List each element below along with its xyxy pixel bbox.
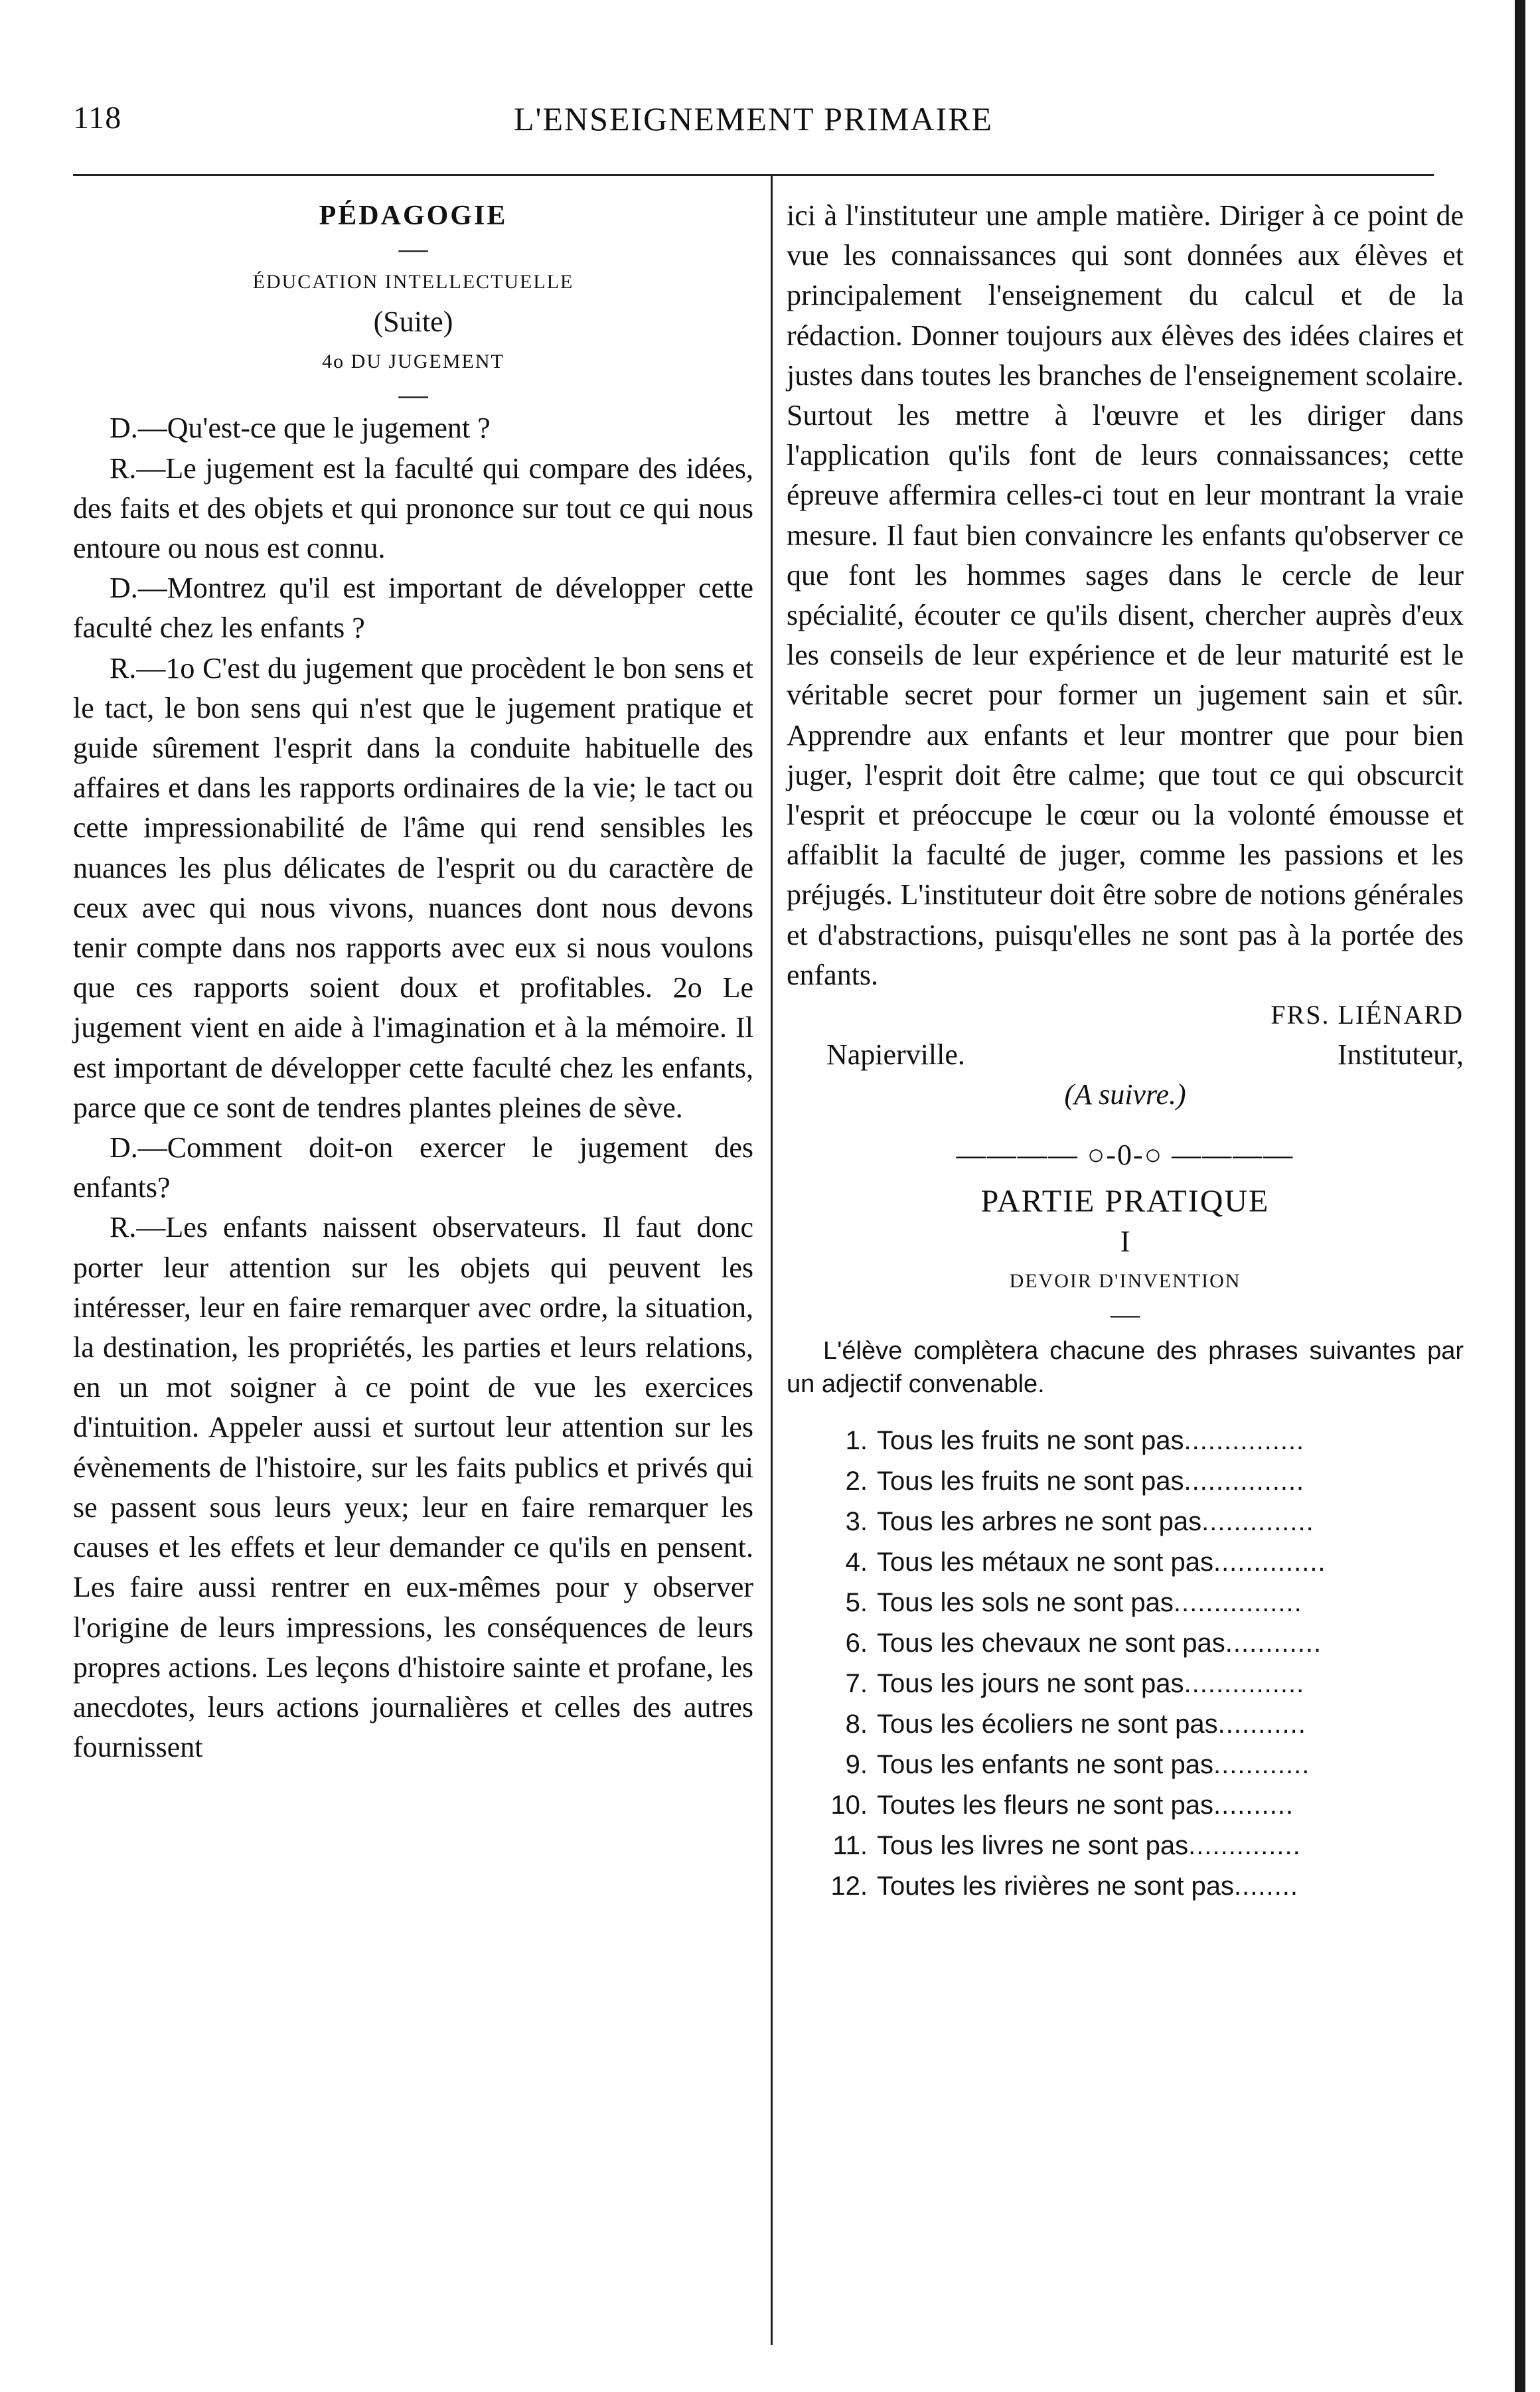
- item-number: 5.: [845, 1588, 868, 1618]
- item-number: 11.: [832, 1831, 868, 1861]
- author-signature: FRS. LIÉNARD: [1270, 1000, 1464, 1030]
- item-number: 7.: [845, 1669, 868, 1699]
- item-dots: ............: [1213, 1750, 1310, 1780]
- list-item: [787, 1664, 1464, 1704]
- item-dots: ..............: [1188, 1831, 1301, 1861]
- exercise-instructions: L'élève complètera chacune des phrases suivantes par un adjectif convenable.: [787, 1337, 1464, 1399]
- place-name: Napierville.: [826, 1038, 965, 1072]
- running-title: L'ENSEIGNEMENT PRIMAIRE: [513, 100, 994, 137]
- list-item: [787, 1623, 1464, 1664]
- item-number: 3.: [845, 1507, 868, 1537]
- item-dots: ........: [1234, 1872, 1298, 1901]
- running-header: [73, 100, 1434, 139]
- paragraph: D.—Comment doit-on exercer le jugement des enfants?: [73, 1131, 753, 1204]
- column-divider: [771, 174, 773, 2345]
- to-be-continued: (A suivre.): [1064, 1078, 1186, 1111]
- list-item: [787, 1542, 1464, 1583]
- item-text: Tous les métaux ne sont pas: [877, 1548, 1213, 1577]
- item-number: 2.: [845, 1467, 868, 1496]
- item-text: Tous les enfants ne sont pas: [877, 1750, 1213, 1780]
- item-number: 6.: [845, 1629, 868, 1658]
- paragraph-continuation: ici à l'instituteur une ample matière. Diriger à ce point de vue les connaissances qui sont données aux élèves et principalement l'enseignement du calcul et de la rédaction. Donner toujours aux élèves des idées claires et justes dans toutes les branches de l'enseignement scolaire. Surtout les mettre à l'œuvre et les diriger dans l'application qu'ils font de leurs connaissances; cette épreuve affermira celles-ci tout en leur montrant la vraie mesure. Il faut bien convaincre les enfants qu'observer ce que font les hommes sages dans le cercle de leur spécialité, écouter ce qu'ils disent, chercher auprès d'eux les conseils de leur expérience et de leur maturité est le véritable secret pour former un jugement sain et sûr. Apprendre aux enfants et leur montrer que pour bien juger, l'esprit doit être calme; que tout ce qui obscurcit l'esprit et préoccupe le cœur ou la volonté émousse et affaiblit la faculté de juger, comme les passions et les préjugés. L'instituteur doit être sobre de notions générales et d'abstractions, puisqu'elles ne sont pas à la portée des enfants.: [787, 199, 1464, 991]
- item-number: 10.: [830, 1791, 868, 1820]
- item-text: Tous les sols ne sont pas: [877, 1588, 1174, 1618]
- list-item: [787, 1785, 1464, 1826]
- item-text: Tous les arbres ne sont pas: [877, 1507, 1202, 1537]
- item-text: Tous les écoliers ne sont pas: [877, 1710, 1218, 1739]
- list-item: [787, 1583, 1464, 1623]
- part-title: PARTIE PRATIQUE: [980, 1183, 1270, 1219]
- item-dots: ...............: [1184, 1426, 1305, 1456]
- page-edge-shadow: [1515, 0, 1525, 2392]
- paragraph: D.—Qu'est-ce que le jugement ?: [110, 412, 491, 445]
- item-dots: ...............: [1184, 1467, 1305, 1496]
- header-rule: [73, 174, 1434, 176]
- item-dots: ..........: [1213, 1791, 1294, 1820]
- paragraph: R.—Les enfants naissent observateurs. Il faut donc porter leur attention sur les objets qui peuvent les intéresser, leur en faire remarquer avec ordre, la situation, la destination, les propriétés, les parties et leurs relations, en un mot soigner à ce point de vue les exercices d'intuition. Appeler aussi et surtout leur attention sur les évènements de l'histoire, sur les faits publics et privés qui se passent sous leurs yeux; leur en faire remarquer les causes et les effets et leur demander ce qu'ils en pensent. Les faire aussi rentrer en eux-mêmes pour y observer l'origine de leurs impressions, les conséquences de leurs propres actions. Les leçons d'histoire sainte et profane, les anecdotes, leurs actions journalières et celles des autres fournissent: [73, 1211, 753, 1764]
- item-dots: ..............: [1201, 1507, 1314, 1537]
- item-number: 1.: [845, 1426, 868, 1456]
- item-text: Tous les fruits ne sont pas: [877, 1467, 1184, 1496]
- paragraph: D.—Montrez qu'il est important de développer cette faculté chez les enfants ?: [73, 572, 753, 645]
- subsection-title: ÉDUCATION INTELLECTUELLE: [252, 271, 574, 293]
- paragraph: R.—Le jugement est la faculté qui compare des idées, des faits et des objets et qui prononce sur tout ce qui nous entoure ou nous est connu.: [73, 451, 753, 565]
- page-number: 118: [73, 100, 122, 135]
- item-text: Tous les livres ne sont pas: [877, 1831, 1189, 1861]
- item-number: 4.: [845, 1548, 868, 1577]
- separator-dash: —: [1111, 1298, 1140, 1331]
- item-number: 12.: [830, 1872, 868, 1901]
- item-dots: ..............: [1213, 1548, 1326, 1577]
- list-item: [787, 1461, 1464, 1502]
- item-dots: ............: [1225, 1629, 1322, 1658]
- list-item: [787, 1745, 1464, 1785]
- item-number: 8.: [845, 1710, 868, 1739]
- paragraph: R.—1o C'est du jugement que procèdent le bon sens et le tact, le bon sens qui n'est que le jugement pratique et guide sûrement l'esprit dans la conduite habituelle des affaires et dans les rapports ordinaires de la vie; le tact ou cette impressionabilité de l'âme qui rend sensibles les nuances les plus délicates de l'esprit ou du caractère de ceux avec qui nous vivons, nuances dont nous devons tenir compte dans nos rapports avec eux si nous voulons que ces rapports soient doux et profitables. 2o Le jugement vient en aide à l'imagination et à la mémoire. Il est important de développer cette faculté chez les enfants, parce que ce sont de tendres plantes pleines de sève.: [73, 651, 753, 1124]
- item-text: Toutes les rivières ne sont pas: [877, 1872, 1235, 1901]
- author-role: Instituteur,: [1337, 1038, 1464, 1072]
- signature-row: [787, 1035, 1464, 1075]
- separator-dash: —: [398, 232, 428, 266]
- left-column: [73, 196, 753, 1767]
- item-dots: ...........: [1217, 1710, 1306, 1739]
- list-item: [787, 1826, 1464, 1866]
- item-text: Tous les chevaux ne sont pas: [877, 1629, 1225, 1658]
- separator-dash: —: [398, 378, 428, 412]
- item-text: Toutes les fleurs ne sont pas: [877, 1791, 1213, 1820]
- exercise-title: DEVOIR D'INVENTION: [1009, 1270, 1241, 1293]
- item-dots: ................: [1173, 1588, 1302, 1618]
- list-item: [787, 1704, 1464, 1745]
- list-item: [787, 1421, 1464, 1461]
- suite-label: (Suite): [373, 305, 453, 339]
- item-dots: ...............: [1184, 1669, 1305, 1699]
- ornament-divider: ———— ○-0-○ ————: [956, 1138, 1294, 1171]
- list-item: [787, 1866, 1464, 1907]
- right-column: [787, 196, 1464, 1907]
- topic-title: 4o DU JUGEMENT: [322, 351, 504, 373]
- part-number: I: [1120, 1224, 1130, 1259]
- item-text: Tous les fruits ne sont pas: [877, 1426, 1184, 1456]
- list-item: [787, 1502, 1464, 1542]
- section-title: PÉDAGOGIE: [319, 200, 508, 231]
- item-number: 9.: [845, 1750, 868, 1780]
- item-text: Tous les jours ne sont pas: [877, 1669, 1184, 1699]
- exercise-list: [787, 1421, 1464, 1907]
